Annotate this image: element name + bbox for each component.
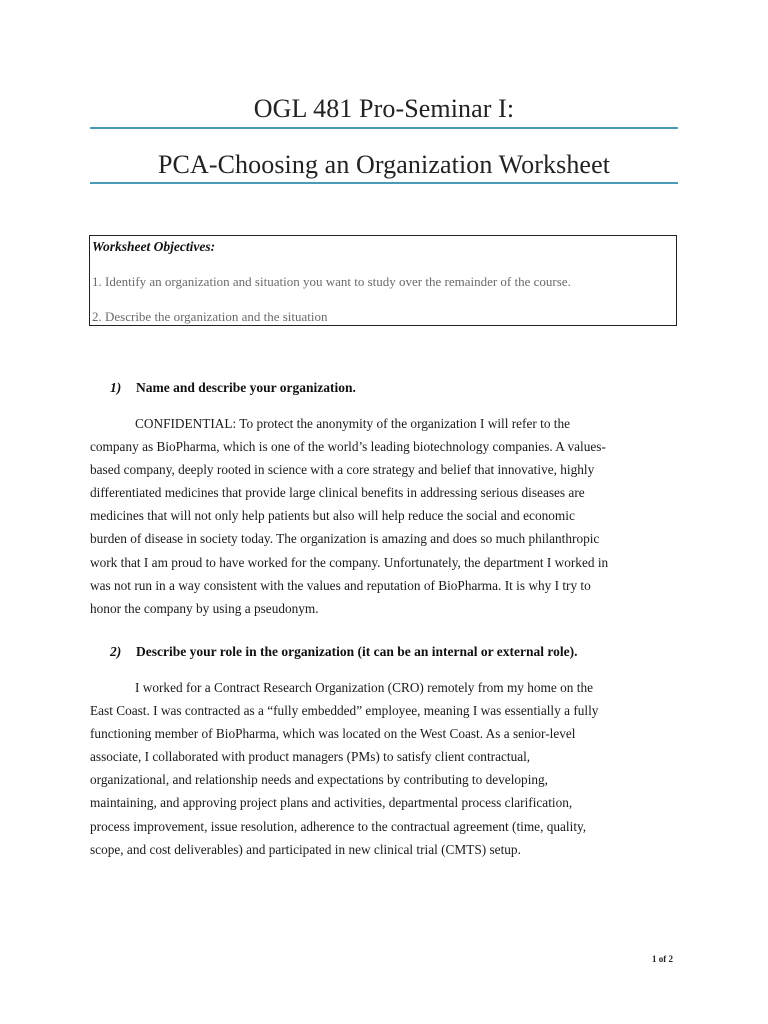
paragraph-line: CONFIDENTIAL: To protect the anonymity of the organization I will refer to the bbox=[135, 416, 571, 431]
title-divider bbox=[90, 127, 678, 129]
paragraph-line: differentiated medicines that provide large clinical benefits in addressing serious diseases are bbox=[90, 485, 585, 501]
answer-paragraph bbox=[90, 676, 680, 861]
subtitle-divider bbox=[90, 182, 678, 184]
paragraph-line: work that I am proud to have worked for the company. Unfortunately, the department I worked in bbox=[90, 554, 609, 570]
paragraph-line: based company, deeply rooted in science with a core strategy and belief that innovative, highly bbox=[90, 462, 595, 478]
question-text: Name and describe your organization. bbox=[136, 380, 356, 395]
question-number: 1) bbox=[110, 380, 122, 395]
paragraph-line: scope, and cost deliverables) and participated in new clinical trial (CMTS) setup. bbox=[90, 841, 521, 857]
paragraph-line: was not run in a way consistent with the values and reputation of BioPharma. It is why I try to bbox=[90, 577, 591, 593]
objectives-box bbox=[89, 235, 677, 326]
paragraph-line: East Coast. I was contracted as a “fully embedded” employee, meaning I was essentially a fully bbox=[90, 703, 599, 719]
paragraph-line: organizational, and relationship needs and expectations by contributing to developing, bbox=[90, 772, 549, 788]
paragraph-line: process improvement, issue resolution, adherence to the contractual agreement (time, quality, bbox=[90, 818, 587, 834]
objective-item: 1. Identify an organization and situation you want to study over the remainder of the course. bbox=[92, 274, 571, 289]
question-text: Describe your role in the organization (it can be an internal or external role). bbox=[136, 644, 578, 659]
question-heading bbox=[110, 644, 577, 660]
paragraph-line: medicines that will not only help patients but also will help reduce the social and economic bbox=[90, 508, 575, 524]
objectives-heading: Worksheet Objectives: bbox=[92, 239, 216, 254]
paragraph-line: honor the company by using a pseudonym. bbox=[90, 600, 319, 616]
paragraph-line: burden of disease in society today. The organization is amazing and does so much philanthropic bbox=[90, 531, 600, 547]
page-indicator: 1 of 2 bbox=[652, 954, 673, 964]
paragraph-line: maintaining, and approving project plans and activities, departmental process clarification, bbox=[90, 795, 573, 811]
document-title-course: OGL 481 Pro-Seminar I: bbox=[253, 94, 515, 123]
document-title-worksheet: PCA-Choosing an Organization Worksheet bbox=[157, 150, 611, 179]
answer-paragraph bbox=[90, 412, 680, 620]
paragraph-line: functioning member of BioPharma, which was located on the West Coast. As a senior-level bbox=[90, 726, 576, 742]
question-heading bbox=[110, 380, 356, 396]
objective-item: 2. Describe the organization and the situation bbox=[92, 309, 328, 324]
paragraph-line: I worked for a Contract Research Organization (CRO) remotely from my home on the bbox=[135, 680, 593, 695]
paragraph-line: associate, I collaborated with product managers (PMs) to satisfy client contractual, bbox=[90, 749, 531, 765]
paragraph-line: company as BioPharma, which is one of the world’s leading biotechnology companies. A values- bbox=[90, 439, 606, 455]
question-number: 2) bbox=[110, 644, 122, 659]
